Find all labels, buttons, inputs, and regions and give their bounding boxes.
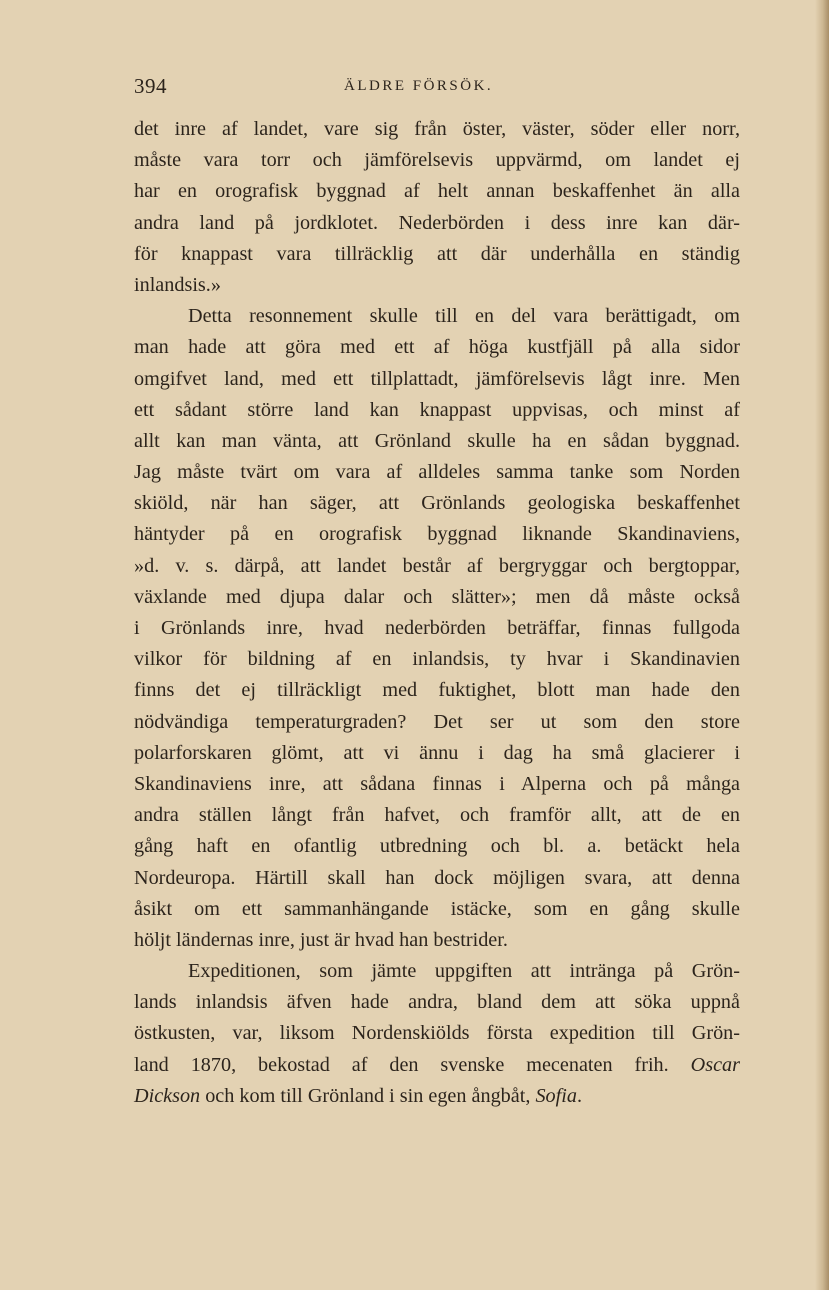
text-line: »d. v. s. därpå, att landet består af bergryggar och bergtoppar, xyxy=(134,554,740,577)
italic-ship-name: Sofia xyxy=(535,1084,577,1107)
text-line: häntyder på en orografisk byggnad liknande Skandinaviens, xyxy=(134,523,740,546)
text-line: omgifvet land, med ett tillplattadt, jämförelsevis lågt inre. Men xyxy=(134,367,740,390)
text-line: vilkor för bildning af en inlandsis, ty hvar i Skandinavien xyxy=(134,648,740,671)
text-line: Expeditionen, som jämte uppgiften att intränga på Grön- xyxy=(188,960,740,983)
text-line: andra ställen långt från hafvet, och framför allt, att de en xyxy=(134,804,740,827)
page-edge-shadow xyxy=(815,0,829,1290)
italic-name: Oscar xyxy=(690,1053,740,1076)
text-line: man hade att göra med ett af höga kustfjäll på alla sidor xyxy=(134,336,740,359)
text-line: det inre af landet, vare sig från öster, väster, söder eller norr, xyxy=(134,118,740,140)
text-line: land 1870, bekostad af den svenske mecenaten frih. Oscar xyxy=(134,1053,740,1076)
text-line: Skandinaviens inre, att sådana finnas i Alperna och på många xyxy=(134,772,740,795)
text-line: lands inlandsis äfven hade andra, bland dem att söka uppnå xyxy=(134,991,740,1014)
text-line: nödvändiga temperaturgraden? Det ser ut som den store xyxy=(134,710,740,733)
text-line: måste vara torr och jämförelsevis uppvärmd, om landet ej xyxy=(134,149,740,172)
text-line: har en orografisk byggnad af helt annan beskaffenhet än alla xyxy=(134,180,740,203)
running-head: ÄLDRE FÖRSÖK. xyxy=(344,78,494,94)
text-line: gång haft en ofantlig utbredning och bl. a. betäckt hela xyxy=(134,835,740,858)
text-line: för knappast vara tillräcklig att där underhålla en ständig xyxy=(134,242,740,265)
text-line: Nordeuropa. Härtill skall han dock möjligen svara, att denna xyxy=(134,866,740,889)
text-line: åsikt om ett sammanhängande istäcke, som en gång skulle xyxy=(134,897,740,920)
text-line: polarforskaren glömt, att vi ännu i dag ha små glacierer i xyxy=(134,741,740,764)
page-header xyxy=(134,74,740,104)
text-line: inlandsis.» xyxy=(134,273,221,296)
page-number: 394 xyxy=(134,74,167,98)
italic-name: Dickson xyxy=(134,1084,201,1107)
text-line: Dickson och kom till Grönland i sin egen ångbåt, Sofia. xyxy=(134,1084,582,1107)
text-line: i Grönlands inre, hvad nederbörden beträffar, finnas fullgoda xyxy=(134,617,740,639)
text-line: ett sådant större land kan knappast uppvisas, och minst af xyxy=(134,398,740,421)
text-line: allt kan man vänta, att Grönland skulle ha en sådan byggnad. xyxy=(134,429,740,452)
text-line: höljt ländernas inre, just är hvad han bestrider. xyxy=(134,928,508,951)
body-text xyxy=(134,114,740,1112)
text-line: andra land på jordklotet. Nederbörden i dess inre kan där- xyxy=(134,211,740,234)
text-line: finns det ej tillräckligt med fuktighet, blott man hade den xyxy=(134,679,740,702)
text-line: Detta resonnement skulle till en del vara berättigadt, om xyxy=(188,305,740,328)
text-line: växlande med djupa dalar och slätter»; men då måste också xyxy=(134,585,740,608)
text-line: skiöld, när han säger, att Grönlands geologiska beskaffenhet xyxy=(134,492,740,515)
text-line: Jag måste tvärt om vara af alldeles samma tanke som Norden xyxy=(134,461,740,484)
text-line: östkusten, var, liksom Nordenskiölds första expedition till Grön- xyxy=(134,1022,740,1045)
